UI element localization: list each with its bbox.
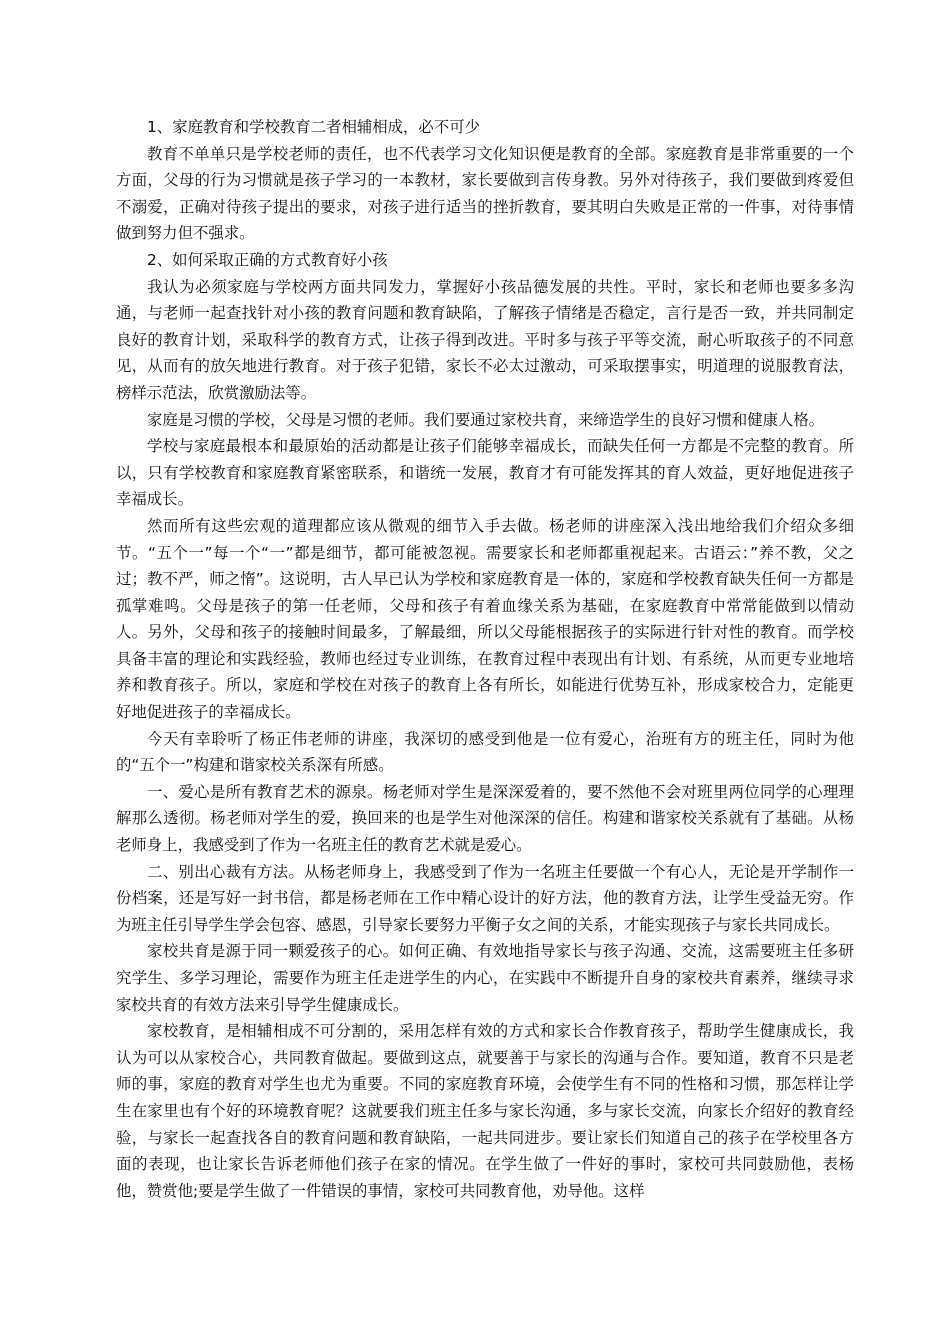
document-body [116, 114, 854, 1204]
paragraph: 学校与家庭最根本和最原始的活动都是让孩子们能够幸福成长，而缺失任何一方都是不完整的教育。所以，只有学校教育和家庭教育紧密联系，和谐统一发展，教育才有可能发挥其的育人效益，更好地促进孩子幸福成长。 [116, 437, 854, 509]
paragraph: 今天有幸聆听了杨正伟老师的讲座，我深切的感受到他是一位有爱心，治班有方的班主任，同时为他的“五个一”构建和谐家校关系深有所感。 [116, 729, 854, 775]
paragraph: 家庭是习惯的学校，父母是习惯的老师。我们要通过家校共育，来缔造学生的良好习惯和健康人格。 [147, 410, 825, 429]
paragraph: 二、别出心裁有方法。从杨老师身上，我感受到了作为一名班主任要做一个有心人，无论是开学制作一份档案，还是写好一封书信，都是杨老师在工作中精心设计的好方法，他的教育方法，让学生受益无穷。作为班主任引导学生学会包容、感恩，引导家长要努力平衡子女之间的关系，才能实现孩子与家长共同成长。 [116, 862, 854, 934]
section-heading-2: 2、如何采取正确的方式教育好小孩 [147, 250, 388, 269]
paragraph: 家校教育，是相辅相成不可分割的，采用怎样有效的方式和家长合作教育孩子，帮助学生健康成长，我认为可以从家校合心，共同教育做起。要做到这点，就要善于与家长的沟通与合作。要知道，教育不只是老师的事，家庭的教育对学生也尤为重要。不同的家庭教育环境，会使学生有不同的性格和习惯，那怎样让学生在家里也有个好的环境教育呢？这就要我们班主任多与家长沟通，多与家长交流，向家长介绍好的教育经验，与家长一起查找各自的教育问题和教育缺陷，一起共同进步。要让家长们知道自己的孩子在学校里各方面的表现，也让家长告诉老师他们孩子在家的情况。在学生做了一件好的事时，家校可共同鼓励他，表杨他，赞赏他;要是学生做了一件错误的事情，家校可共同教育他，劝导他。这样 [116, 1022, 854, 1200]
paragraph: 一、爱心是所有教育艺术的源泉。杨老师对学生是深深爱着的，要不然他不会对班里两位同学的心理理解那么透彻。杨老师对学生的爱，换回来的也是学生对他深深的信任。构建和谐家校关系就有了基础。从杨老师身上，我感受到了作为一名班主任的教育艺术就是爱心。 [116, 782, 854, 855]
paragraph: 教育不单单只是学校老师的责任，也不代表学习文化知识便是教育的全部。家庭教育是非常重要的一个方面，父母的行为习惯就是孩子学习的一本教材，家长要做到言传身教。另外对待孩子，我们要做到疼爱但不溺爱，正确对待孩子提出的要求，对孩子进行适当的挫折教育，要其明白失败是正常的一件事，对待事情做到努力但不强求。 [116, 144, 854, 243]
section-heading-1: 1、家庭教育和学校教育二者相辅相成，必不可少 [147, 118, 480, 136]
paragraph: 家校共育是源于同一颗爱孩子的心。如何正确、有效地指导家长与孩子沟通、交流，这需要班主任多研究学生、多学习理论，需要作为班主任走进学生的内心，在实践中不断提升自身的家校共育素养，继续寻求家校共育的有效方法来引导学生健康成长。 [116, 942, 854, 1014]
paragraph: 我认为必须家庭与学校两方面共同发力，掌握好小孩品德发展的共性。平时，家长和老师也要多多沟通，与老师一起查找针对小孩的教育问题和教育缺陷，了解孩子情绪是否稳定，言行是否一致，并共同制定良好的教育计划，采取科学的教育方式，让孩子得到改进。平时多与孩子平等交流，耐心听取孩子的不同意见，从而有的放矢地进行教育。对于孩子犯错，家长不必太过激动，可采取摆事实，明道理的说服教育法，榜样示范法，欣赏激励法等。 [116, 277, 854, 402]
paragraph: 然而所有这些宏观的道理都应该从微观的细节入手去做。杨老师的讲座深入浅出地给我们介绍众多细节。“五个一”每一个“一”都是细节，都可能被忽视。需要家长和老师都重视起来。古语云：”养不教，父之过；教不严，师之惰”。这说明，古人早已认为学校和家庭教育是一体的，家庭和学校教育缺失任何一方都是孤掌难鸣。父母是孩子的第一任老师，父母和孩子有着血缘关系为基础，在家庭教育中常常能做到以情动人。另外，父母和孩子的接触时间最多，了解最细，所以父母能根据孩子的实际进行针对性的教育。而学校具备丰富的理论和实践经验，教师也经过专业训练，在教育过程中表现出有计划、有系统，从而更专业地培养和教育孩子。所以，家庭和学校在对孩子的教育上各有所长，如能进行优势互补，形成家校合力，定能更好地促进孩子的幸福成长。 [116, 516, 854, 722]
